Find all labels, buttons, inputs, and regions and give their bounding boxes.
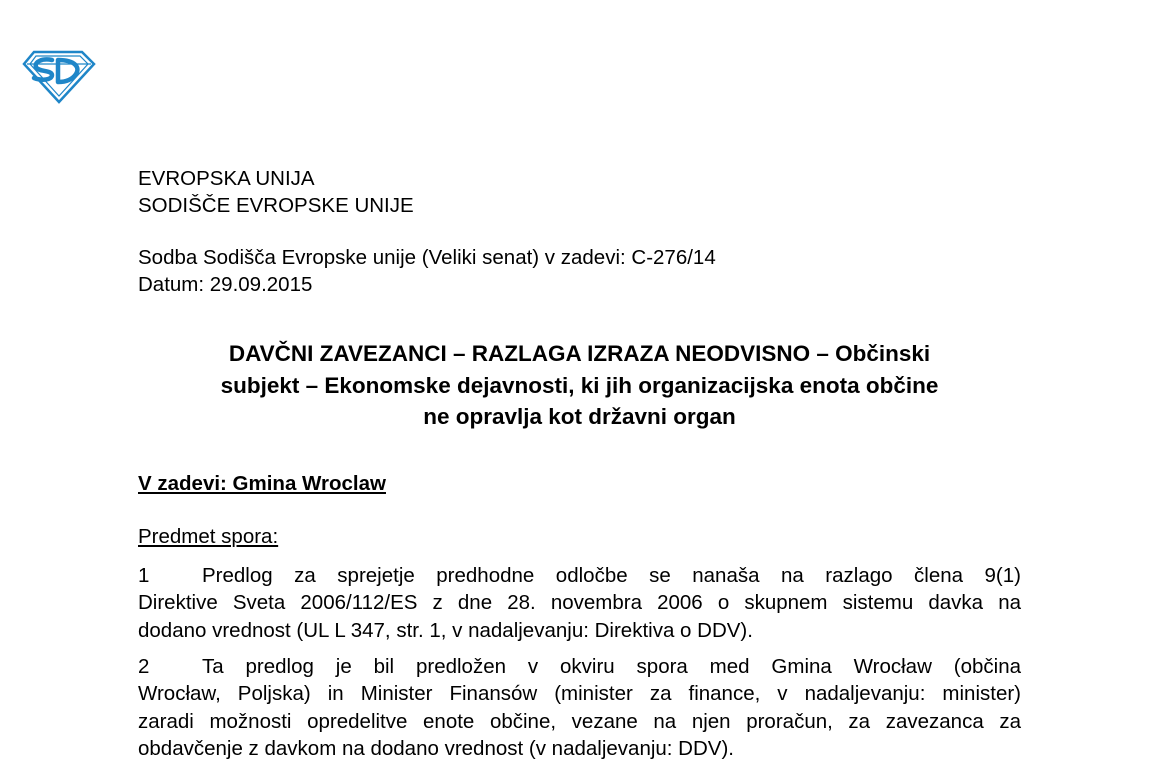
- paragraph-line: 2 Ta predlog je bil predložen v okviru spora med Gmina Wrocław (občina: [138, 653, 1021, 680]
- paragraph-line: obdavčenje z davkom na dodano vrednost (v nadaljevanju: DDV).: [138, 736, 734, 760]
- title-line-3: ne opravlja kot državni organ: [423, 404, 736, 429]
- paragraph-line: dodano vrednost (UL L 347, str. 1, v nadaljevanju: Direktiva o DDV).: [138, 618, 753, 642]
- title-line-2: subjekt – Ekonomske dejavnosti, ki jih organizacijska enota občine: [220, 372, 939, 398]
- paragraph-1: [138, 562, 1021, 644]
- paragraph-2: [138, 653, 1021, 762]
- org-name-line2: SODIŠČE EVROPSKE UNIJE: [138, 194, 414, 217]
- sd-logo-icon: [22, 48, 96, 104]
- judgment-date: Datum: 29.09.2015: [138, 273, 313, 296]
- paragraph-number: 1: [138, 564, 150, 587]
- document-title: [138, 338, 1021, 433]
- subject-heading: Predmet spora:: [138, 525, 279, 548]
- paragraph-number: 2: [138, 655, 150, 678]
- parties-heading: V zadevi: Gmina Wroclaw: [138, 472, 386, 495]
- title-line-1: DAVČNI ZAVEZANCI – RAZLAGA IZRAZA NEODVISNO – Občinski: [228, 341, 931, 366]
- paragraph-line: 1 Predlog za sprejetje predhodne odločbe se nanaša na razlago člena 9(1): [138, 562, 1021, 589]
- paragraph-line: Direktive Sveta 2006/112/ES z dne 28. novembra 2006 o skupnem sistemu davka na: [138, 591, 1021, 615]
- org-name-line1: EVROPSKA UNIJA: [138, 167, 315, 190]
- case-reference: Sodba Sodišča Evropske unije (Veliki senat) v zadevi: C-276/14: [138, 246, 716, 269]
- paragraph-line: zaradi možnosti opredelitve enote občine, vezane na njen proračun, za zavezanca za: [138, 709, 1021, 733]
- paragraph-line: Wrocław, Poljska) in Minister Finansów (minister za finance, v nadaljevanju: minister): [138, 682, 1021, 706]
